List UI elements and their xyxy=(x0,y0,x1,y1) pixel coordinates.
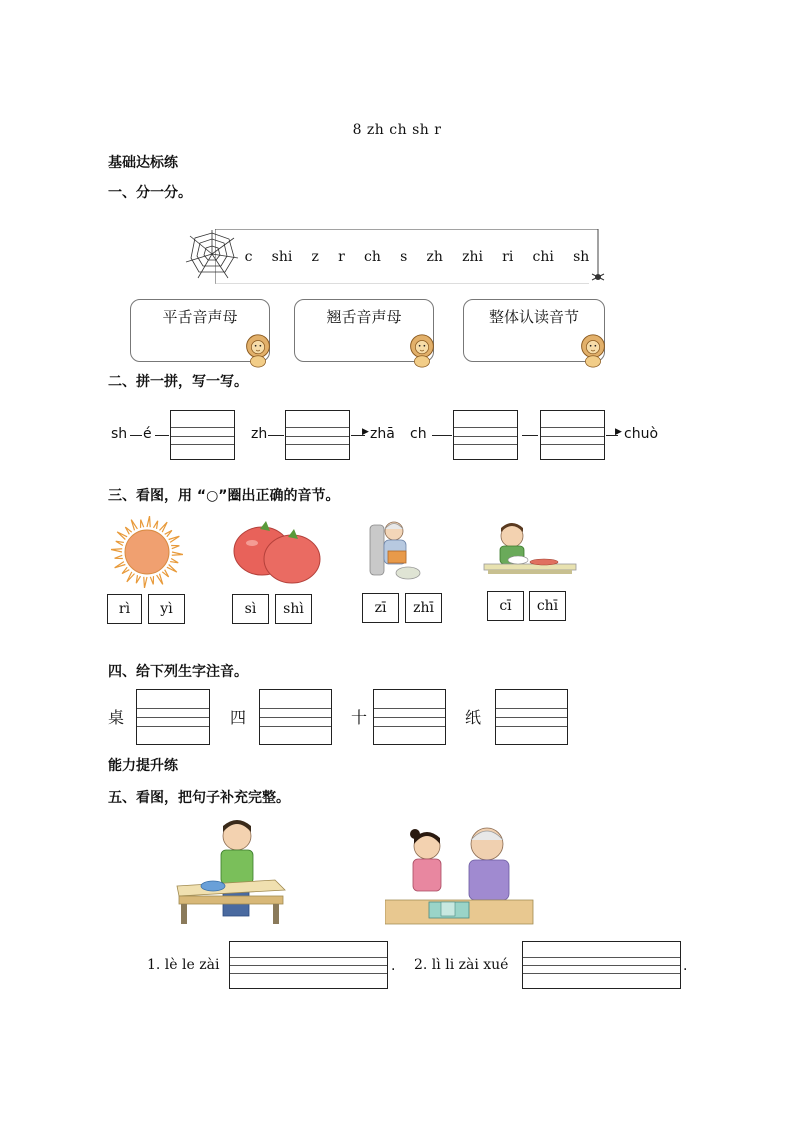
syllable-option[interactable]: yì xyxy=(148,594,185,624)
boy-cleaning-icon xyxy=(175,814,287,926)
syllable-item: zhi xyxy=(462,248,483,265)
girl-grandpa-icon xyxy=(385,818,535,926)
syllable-option[interactable]: rì xyxy=(107,594,142,624)
group-box-whole-syllable[interactable] xyxy=(463,299,605,362)
sentence-2-answer-box[interactable] xyxy=(522,941,681,989)
lion-icon xyxy=(403,331,441,369)
q2-final-e: é xyxy=(143,426,152,442)
syllable-item: shi xyxy=(271,248,293,265)
sentence-1-end: . xyxy=(391,958,396,974)
syllable-item: zh xyxy=(426,248,443,265)
pinyin-box-zhuo[interactable] xyxy=(136,689,210,745)
syllable-item: s xyxy=(400,248,408,265)
section-basic: 基础达标练 xyxy=(108,155,178,171)
pinyin-box-zhi[interactable] xyxy=(495,689,568,745)
syllable-option[interactable]: chī xyxy=(529,591,566,621)
char-si: 四 xyxy=(230,708,247,727)
pinyin-box-shi[interactable] xyxy=(373,689,446,745)
writing-box-2[interactable] xyxy=(285,410,350,460)
syllable-option[interactable]: cī xyxy=(487,591,524,621)
tomato-icon xyxy=(230,515,322,585)
syllable-item: ri xyxy=(502,248,514,265)
group-label: 翘舌音声母 xyxy=(326,308,402,326)
spider-web-icon xyxy=(184,228,240,280)
group-box-flat-tongue[interactable] xyxy=(130,299,270,362)
syllable-item: chi xyxy=(532,248,554,265)
lion-icon xyxy=(239,331,277,369)
grandma-icon xyxy=(364,515,424,585)
pinyin-strip xyxy=(215,229,611,284)
pinyin-box-si[interactable] xyxy=(259,689,332,745)
sentence-2-end: . xyxy=(683,958,688,974)
q1-heading: 一、分一分。 xyxy=(108,185,192,201)
char-shi: 十 xyxy=(351,708,368,727)
q2-heading: 二、拼一拼，写一写。 xyxy=(108,374,248,390)
q3-heading: 三、看图，用 “○”圈出正确的音节。 xyxy=(108,488,340,504)
group-box-retroflex[interactable] xyxy=(294,299,434,362)
syllable-option[interactable]: shì xyxy=(275,594,312,624)
char-zhi: 纸 xyxy=(465,708,482,727)
connector-line xyxy=(522,435,538,436)
syllable-option[interactable]: sì xyxy=(232,594,269,624)
boy-eating-icon xyxy=(482,520,578,580)
writing-box-1[interactable] xyxy=(170,410,235,460)
char-zhuo: 桌 xyxy=(108,708,125,727)
lion-icon xyxy=(574,331,612,369)
q2-initial-zh: zh xyxy=(251,426,268,442)
syllable-item: ch xyxy=(364,248,381,265)
writing-box-3[interactable] xyxy=(453,410,518,460)
q2-result-chuo: chuò xyxy=(624,426,659,442)
writing-box-4[interactable] xyxy=(540,410,605,460)
syllable-item: sh xyxy=(573,248,590,265)
syllable-list xyxy=(215,229,611,284)
sentence-1-answer-box[interactable] xyxy=(229,941,388,989)
syllable-item: r xyxy=(338,248,345,265)
sentence-1-prefix: 1. lè le zài xyxy=(147,957,220,973)
sun-icon xyxy=(110,515,184,589)
section-advanced: 能力提升练 xyxy=(108,758,178,774)
q5-heading: 五、看图，把句子补充完整。 xyxy=(108,790,290,806)
group-label: 平舌音声母 xyxy=(162,308,238,326)
q2-result-zha: zhā xyxy=(370,426,395,442)
syllable-option[interactable]: zī xyxy=(362,593,399,623)
arrow-head-icon: ▶ xyxy=(362,427,369,437)
group-label: 整体认读音节 xyxy=(488,308,579,326)
syllable-item: z xyxy=(311,248,319,265)
sentence-2-prefix: 2. lì li zài xué xyxy=(414,957,509,973)
arrow-head-icon: ▶ xyxy=(615,427,622,437)
connector-line xyxy=(130,435,142,436)
page-title: 8 zh ch sh r xyxy=(352,122,442,138)
syllable-item: c xyxy=(244,248,253,265)
syllable-option[interactable]: zhī xyxy=(405,593,442,623)
q2-initial-sh: sh xyxy=(111,426,128,442)
arrow-line xyxy=(155,435,169,436)
connector-line xyxy=(268,435,284,436)
q2-initial-ch: ch xyxy=(410,426,427,442)
q4-heading: 四、给下列生字注音。 xyxy=(108,664,248,680)
connector-line xyxy=(432,435,452,436)
